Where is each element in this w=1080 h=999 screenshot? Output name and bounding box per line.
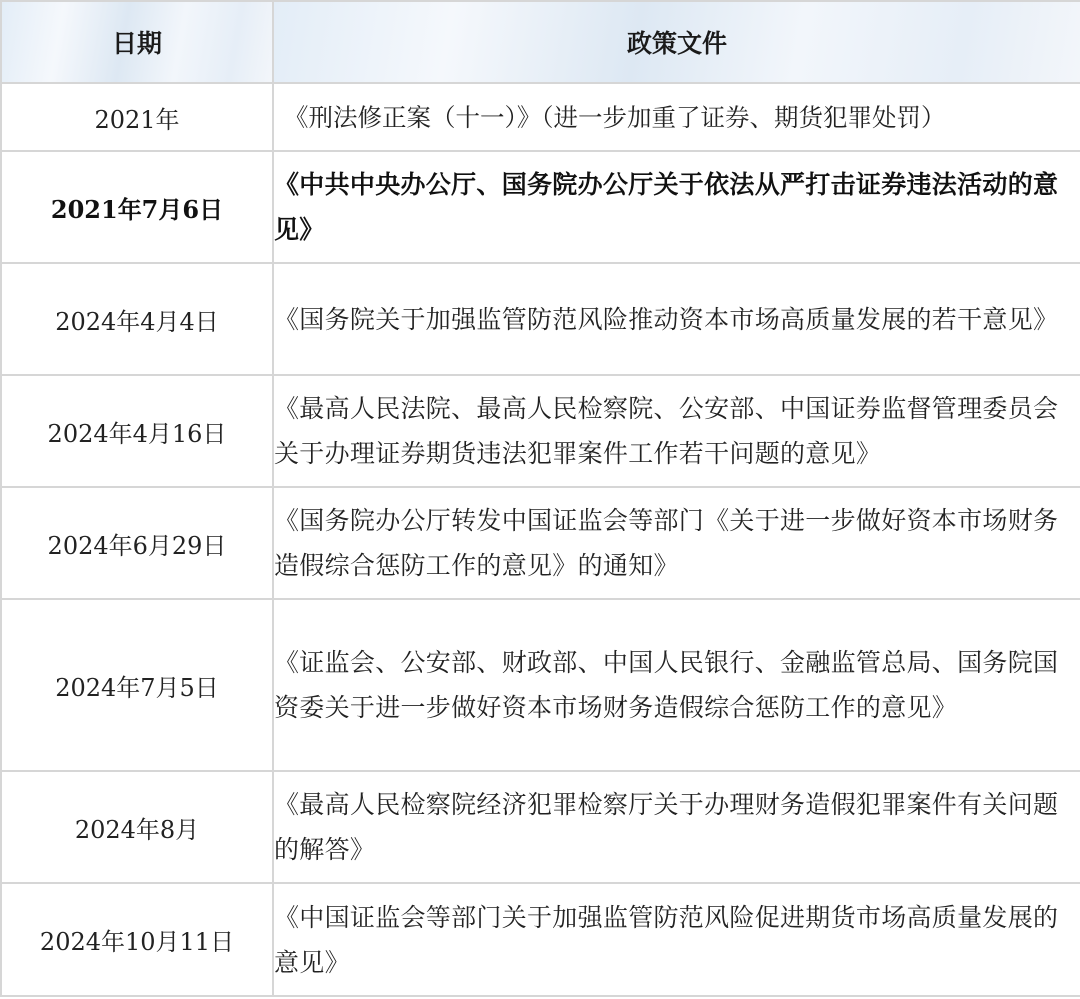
document-cell: 《证监会、公安部、财政部、中国人民银行、金融监管总局、国务院国资委关于进一步做好资本市场财务造假综合惩防工作的意见》 xyxy=(273,599,1080,771)
date-cell: 2024年10月11日 xyxy=(1,883,273,996)
date-cell: 2024年8月 xyxy=(1,771,273,883)
date-cell: 2024年4月16日 xyxy=(1,375,273,487)
table-row xyxy=(1,151,1080,263)
header-document: 政策文件 xyxy=(273,1,1080,83)
date-cell: 2021年 xyxy=(1,83,273,151)
table-row xyxy=(1,375,1080,487)
document-cell: 《中国证监会等部门关于加强监管防范风险促进期货市场高质量发展的意见》 xyxy=(273,883,1080,996)
table-row xyxy=(1,263,1080,375)
table-row xyxy=(1,883,1080,996)
document-cell: 《最高人民法院、最高人民检察院、公安部、中国证券监督管理委员会关于办理证券期货违法犯罪案件工作若干问题的意见》 xyxy=(273,375,1080,487)
document-cell: 《最高人民检察院经济犯罪检察厅关于办理财务造假犯罪案件有关问题的解答》 xyxy=(273,771,1080,883)
date-cell: 2024年4月4日 xyxy=(1,263,273,375)
header-date: 日期 xyxy=(1,1,273,83)
table-row xyxy=(1,487,1080,599)
document-cell: 《国务院办公厅转发中国证监会等部门《关于进一步做好资本市场财务造假综合惩防工作的意见》的通知》 xyxy=(273,487,1080,599)
document-cell: 《中共中央办公厅、国务院办公厅关于依法从严打击证券违法活动的意见》 xyxy=(273,151,1080,263)
date-cell: 2021年7月6日 xyxy=(1,151,273,263)
document-cell: 《刑法修正案（十一）》（进一步加重了证券、期货犯罪处罚） xyxy=(273,83,1080,151)
date-cell: 2024年6月29日 xyxy=(1,487,273,599)
date-cell: 2024年7月5日 xyxy=(1,599,273,771)
table-row xyxy=(1,83,1080,151)
table-row xyxy=(1,771,1080,883)
table-row xyxy=(1,599,1080,771)
document-cell: 《国务院关于加强监管防范风险推动资本市场高质量发展的若干意见》 xyxy=(273,263,1080,375)
table-header xyxy=(1,1,1080,83)
table-body xyxy=(1,83,1080,996)
